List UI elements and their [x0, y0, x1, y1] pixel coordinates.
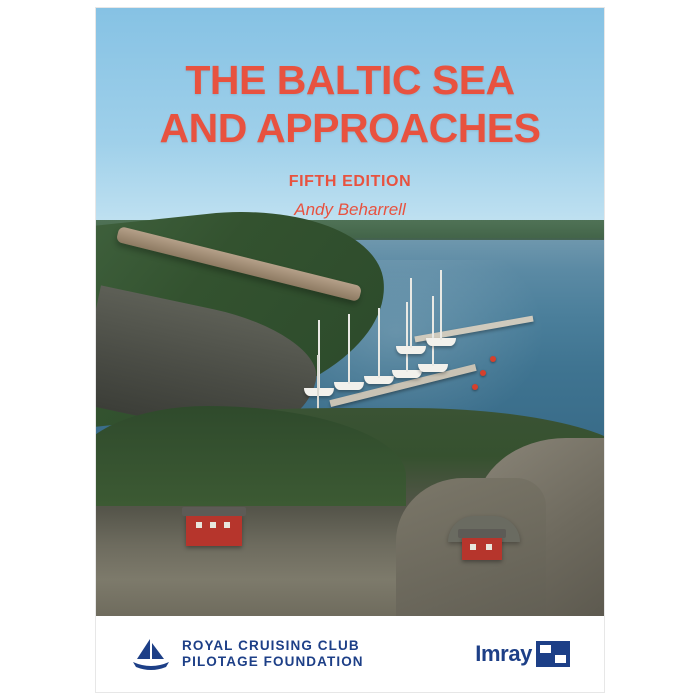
mooring-buoy: [472, 384, 478, 390]
yacht: [392, 370, 422, 378]
rccpf-text: [182, 638, 364, 671]
yacht: [304, 388, 334, 396]
rccpf-logo-block: [130, 637, 364, 671]
imray-flag-icon: [536, 641, 570, 667]
cover-photograph: [96, 8, 604, 616]
mooring-buoy: [480, 370, 486, 376]
book-front-cover: [96, 8, 604, 692]
rccpf-sail-logo-icon: [130, 637, 172, 671]
yacht: [364, 376, 394, 384]
yacht: [334, 382, 364, 390]
rccpf-line-2: PILOTAGE FOUNDATION: [182, 654, 364, 669]
mooring-buoy: [490, 356, 496, 362]
cover-footer: [96, 616, 604, 692]
yacht: [426, 338, 456, 346]
book-title-line-2: AND APPROACHES: [159, 105, 541, 152]
red-cabin-small: [462, 536, 502, 560]
author-name: Andy Beharrell: [294, 199, 406, 219]
book-title-line-1: THE BALTIC SEA: [185, 57, 515, 103]
title-block: [96, 56, 604, 220]
rccpf-line-1: ROYAL CRUISING CLUB: [182, 637, 360, 653]
edition-label: FIFTH EDITION: [288, 172, 412, 190]
yacht: [396, 346, 426, 354]
yacht: [418, 364, 448, 372]
book-title: [114, 56, 586, 153]
imray-wordmark: Imray: [475, 641, 532, 666]
red-cabin-large: [186, 514, 242, 546]
imray-logo-block: [475, 641, 570, 667]
